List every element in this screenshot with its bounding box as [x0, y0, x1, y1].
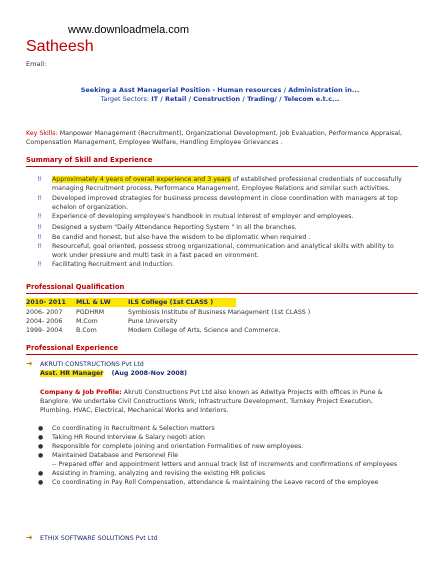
duty-item: Co coordinating in Pay Roll Compensation, attendance & maintaining the Leave record of the employee: [52, 479, 379, 486]
bullet-icon: ‼: [38, 234, 41, 241]
experience-divider: [26, 354, 418, 355]
summary-item: Resourceful, goal oriented, possess strong organizational, communication and analytical skills with ability to: [52, 243, 394, 250]
summary-item: Approximately 4 years of overall experience and 3 years of established professional credentials of successfully: [52, 176, 402, 183]
bullet-icon: ‼: [38, 224, 41, 231]
duty-item: -- Prepared offer and appointment letters and annual track list of increments and confirmations of employees: [52, 461, 398, 468]
summary-item: Designed a system "Daily Attendance Reporting System " in all the branches.: [52, 224, 297, 231]
bullet-icon: ‼: [38, 195, 41, 202]
key-skills-line1: Key Skills: Manpower Management (Recruitment), Organizational Development, Job Evaluation, Performance Appraisal,: [26, 130, 403, 137]
profile-line1: Company & Job Profile: Akruti Constructions Pvt Ltd also known as Adwitya Projects with offices in Pune &: [40, 389, 383, 396]
qual-institute: Modern College of Arts, Science and Commerce.: [128, 327, 281, 334]
bullet-dot-icon: ●: [38, 470, 44, 477]
qualification-divider: [26, 293, 418, 294]
duty-item: Assisting in framing, analyzing and revising the existing HR policies: [52, 470, 266, 477]
qualification-heading: Professional Qualification: [26, 283, 125, 291]
profile-line2: Banglore. We undertake Civil Constructions Work, Infrastructure Development, Turnkey Project Execution,: [40, 398, 373, 405]
qual-year: 2004- 2006: [26, 318, 63, 325]
profile-label: Company & Job Profile:: [40, 389, 122, 396]
arrow-icon: ➔: [26, 533, 33, 542]
role-period: (Aug 2008-Nov 2008): [111, 370, 187, 377]
key-skills-line2: Compensation Management, Employee Welfare, Handling Employee Grievances .: [26, 139, 283, 146]
target-sectors: [0, 95, 440, 103]
qual-institute: ILS College (1st CLASS ): [128, 299, 214, 306]
bullet-icon: ‼: [38, 176, 41, 183]
role-title: Asst. HR Manager: [40, 370, 104, 377]
company-name: ETHIX SOFTWARE SOLUTIONS Pvt Ltd: [40, 535, 158, 542]
summary-divider: [26, 166, 418, 167]
summary-heading: Summary of Skill and Experience: [26, 156, 153, 164]
experience-heading: Professional Experience: [26, 344, 119, 352]
email-label: Email:: [26, 60, 47, 68]
job-role: [40, 370, 187, 377]
bullet-icon: ‼: [38, 213, 41, 220]
qual-year: 2006- 2007: [26, 309, 63, 316]
summary-item-cont: echelon of organization.: [52, 204, 129, 211]
bullet-dot-icon: ●: [38, 479, 44, 486]
key-skills-label: Key Skills:: [26, 130, 58, 137]
duty-item: Co coordinating in Recruitment & Selection matters: [52, 425, 215, 432]
qual-degree: PGDHRM: [76, 309, 105, 316]
qual-year: 2010- 2011: [26, 299, 66, 306]
duty-item: Taking HR Round Interview & Salary negoti ation: [52, 434, 205, 441]
target-sectors-value: IT / Retail / Construction / Trading/ / Telecom e.t.c...: [151, 95, 340, 103]
summary-item: Developed improved strategies for business process development in close coordination with managers at top: [52, 195, 398, 202]
objective-line: Seeking a Asst Managerial Position - Human resources / Administration in...: [80, 86, 360, 94]
duty-item: Maintained Database and Personnel File: [52, 452, 179, 459]
summary-item: Be candid and honest, but also have the wisdom to be diplomatic when required .: [52, 234, 311, 241]
target-sectors-label: Target Sectors:: [100, 95, 150, 103]
bullet-icon: ‼: [38, 243, 41, 250]
qual-year: 1999- 2004: [26, 327, 63, 334]
arrow-icon: ➔: [26, 359, 33, 368]
summary-item: Experience of developing employee's handbook in mutual interest of employer and employees.: [52, 213, 354, 220]
company-name: AKRUTI CONSTRUCTIONS Pvt Ltd: [40, 361, 144, 368]
profile-line3: Plumbing, HVAC, Electrical, Mechanical Works and Interiors.: [40, 407, 229, 414]
summary-item-cont: work under pressure and multi task in a fast paced en vironment.: [52, 252, 259, 259]
duty-item: Responsible for complete joining and orientation Formalities of new employees.: [52, 443, 304, 450]
candidate-name: Satheesh: [26, 38, 94, 55]
qual-degree: B.Com: [76, 327, 97, 334]
bullet-icon: ‼: [38, 261, 41, 268]
bullet-dot-icon: ●: [38, 443, 44, 450]
qual-institute: Symbiosis Institute of Business Management (1st CLASS ): [128, 309, 311, 316]
bullet-dot-icon: ●: [38, 425, 44, 432]
bullet-dot-icon: ●: [38, 452, 44, 459]
bullet-dot-icon: ●: [38, 434, 44, 441]
watermark-text: www.downloadmela.com: [68, 24, 190, 36]
summary-item: Facilitating Recruitment and Induction.: [52, 261, 175, 268]
summary-item-cont: managing Recruitment process, Performance Management, Employee Relations and similar such activities.: [52, 185, 391, 192]
qual-degree: MLL & LW: [76, 299, 111, 306]
qual-institute: Pune University: [128, 318, 178, 325]
qual-degree: M.Com: [76, 318, 98, 325]
